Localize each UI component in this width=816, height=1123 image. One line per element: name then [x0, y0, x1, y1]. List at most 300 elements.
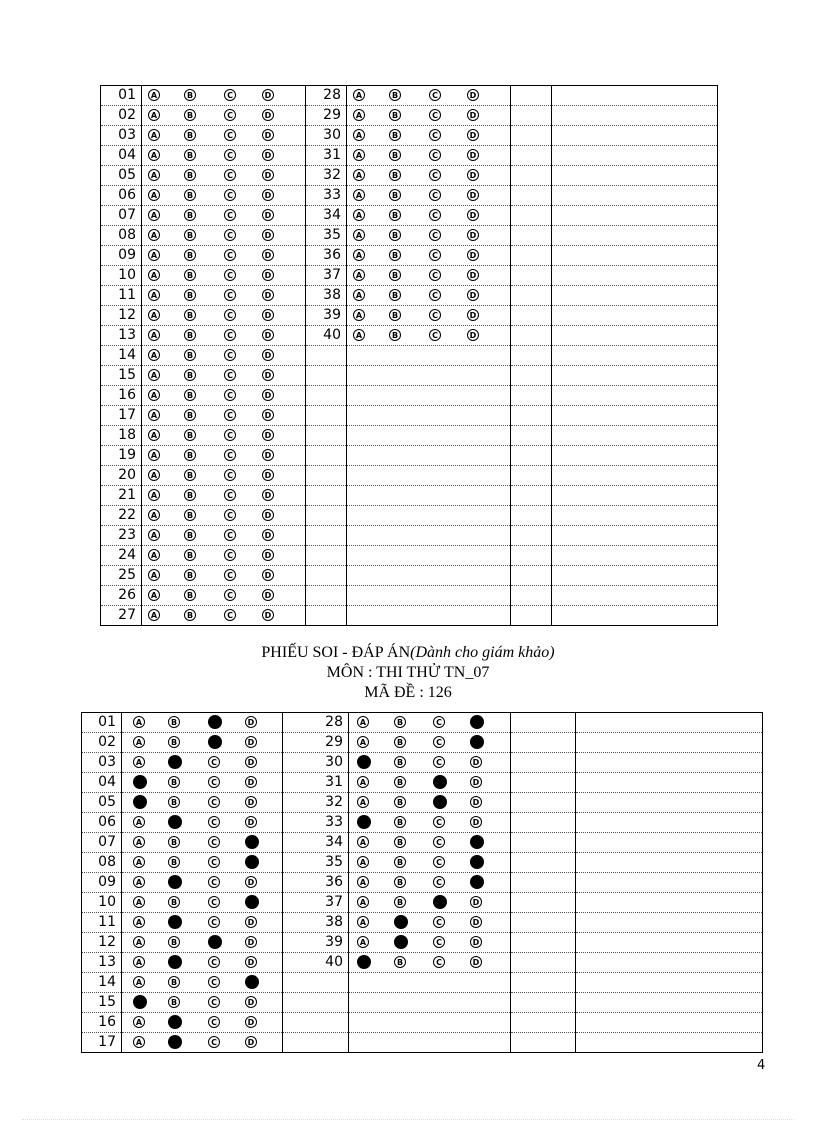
- table-row: [101, 486, 718, 506]
- table-row: [82, 753, 763, 773]
- question-number: [306, 606, 347, 626]
- bubble-14-b: B: [168, 976, 180, 988]
- bubble-group: [349, 933, 511, 953]
- bubble-25-c: C: [224, 569, 236, 581]
- bubble-group: [349, 993, 511, 1013]
- bubble-05-b: B: [168, 796, 180, 808]
- bubble-15-b: B: [184, 369, 196, 381]
- empty-cell: [511, 606, 552, 626]
- bubble-38-d: D: [470, 916, 482, 928]
- bubble-group: [347, 286, 511, 306]
- bubble-group: [347, 366, 511, 386]
- bubble-10-c: C: [224, 269, 236, 281]
- question-number: 35: [283, 853, 349, 873]
- bubble-group: [122, 953, 283, 973]
- bubble-26-d: D: [262, 589, 274, 601]
- bubble-07-b: B: [184, 209, 196, 221]
- bubble-39-d: D: [470, 936, 482, 948]
- empty-cell: [511, 833, 576, 853]
- bubble-07-d: [245, 835, 259, 849]
- empty-cell: [552, 206, 718, 226]
- question-number: [306, 366, 347, 386]
- bubble-06-b: [168, 815, 182, 829]
- bubble-30-b: B: [389, 129, 401, 141]
- bubble-14-a: A: [148, 349, 160, 361]
- bubble-group: [347, 546, 511, 566]
- question-number: 07: [82, 833, 122, 853]
- table-row: [101, 126, 718, 146]
- bubble-03-c: C: [208, 756, 220, 768]
- question-number: 02: [82, 733, 122, 753]
- question-number: [306, 466, 347, 486]
- bubble-29-a: A: [353, 109, 365, 121]
- bubble-group: [142, 106, 306, 126]
- bubble-04-d: D: [262, 149, 274, 161]
- table-row: [101, 166, 718, 186]
- bubble-21-b: B: [184, 489, 196, 501]
- bubble-37-a: A: [357, 896, 369, 908]
- bubble-08-b: B: [184, 229, 196, 241]
- bubble-group: [349, 813, 511, 833]
- bubble-17-c: C: [224, 409, 236, 421]
- bubble-02-a: A: [133, 736, 145, 748]
- bubble-group: [142, 566, 306, 586]
- question-number: 35: [306, 226, 347, 246]
- table-row: [82, 993, 763, 1013]
- bubble-40-c: C: [429, 329, 441, 341]
- table-row: [101, 426, 718, 446]
- bubble-39-b: B: [389, 309, 401, 321]
- bubble-group: [349, 1033, 511, 1053]
- table-row: [82, 733, 763, 753]
- bubble-10-c: C: [208, 896, 220, 908]
- empty-cell: [511, 973, 576, 993]
- bubble-group: [347, 586, 511, 606]
- question-number: 13: [82, 953, 122, 973]
- answer-key-grid: [81, 712, 763, 1053]
- bubble-group: [142, 306, 306, 326]
- question-number: 18: [101, 426, 142, 446]
- bubble-31-c: [433, 775, 447, 789]
- bubble-27-d: D: [262, 609, 274, 621]
- question-number: 17: [82, 1033, 122, 1053]
- empty-cell: [511, 326, 552, 346]
- empty-cell: [511, 286, 552, 306]
- empty-cell: [511, 206, 552, 226]
- bubble-13-a: A: [133, 956, 145, 968]
- bubble-14-c: C: [208, 976, 220, 988]
- table-row: [82, 973, 763, 993]
- question-number: 06: [82, 813, 122, 833]
- bubble-06-a: A: [133, 816, 145, 828]
- bubble-31-d: D: [470, 776, 482, 788]
- question-number: 14: [82, 973, 122, 993]
- empty-cell: [511, 893, 576, 913]
- bubble-22-c: C: [224, 509, 236, 521]
- empty-cell: [576, 993, 763, 1013]
- bubble-group: [122, 833, 283, 853]
- bubble-23-b: B: [184, 529, 196, 541]
- bubble-group: [142, 146, 306, 166]
- table-row: [101, 246, 718, 266]
- bubble-group: [122, 753, 283, 773]
- empty-cell: [552, 346, 718, 366]
- question-number: 08: [101, 226, 142, 246]
- table-row: [101, 506, 718, 526]
- bubble-08-b: B: [168, 856, 180, 868]
- answer-key-note: (Dành cho giám khảo): [410, 644, 555, 661]
- bubble-group: [142, 406, 306, 426]
- bubble-33-a: A: [353, 189, 365, 201]
- empty-cell: [576, 933, 763, 953]
- question-number: 15: [101, 366, 142, 386]
- question-number: 37: [306, 266, 347, 286]
- question-number: 13: [101, 326, 142, 346]
- bubble-group: [347, 246, 511, 266]
- empty-cell: [511, 246, 552, 266]
- bubble-group: [347, 526, 511, 546]
- empty-cell: [511, 993, 576, 1013]
- bubble-17-a: A: [148, 409, 160, 421]
- bubble-28-b: B: [394, 716, 406, 728]
- empty-cell: [511, 126, 552, 146]
- empty-cell: [511, 506, 552, 526]
- bubble-28-a: A: [353, 89, 365, 101]
- empty-cell: [576, 873, 763, 893]
- table-row: [101, 366, 718, 386]
- bubble-12-c: C: [224, 309, 236, 321]
- table-row: [101, 606, 718, 626]
- bubble-group: [349, 893, 511, 913]
- empty-cell: [511, 873, 576, 893]
- empty-cell: [552, 546, 718, 566]
- bubble-group: [349, 853, 511, 873]
- question-number: 11: [82, 913, 122, 933]
- bubble-15-c: C: [224, 369, 236, 381]
- bubble-group: [142, 426, 306, 446]
- empty-cell: [576, 793, 763, 813]
- bubble-40-c: C: [433, 956, 445, 968]
- bubble-38-d: D: [467, 289, 479, 301]
- bubble-group: [347, 186, 511, 206]
- bubble-group: [142, 366, 306, 386]
- table-row: [82, 853, 763, 873]
- table-row: [101, 266, 718, 286]
- bubble-32-b: B: [394, 796, 406, 808]
- question-number: 31: [283, 773, 349, 793]
- bubble-02-c: C: [224, 109, 236, 121]
- bubble-group: [142, 526, 306, 546]
- table-row: [101, 406, 718, 426]
- bubble-29-c: C: [429, 109, 441, 121]
- question-number: [306, 426, 347, 446]
- table-row: [101, 146, 718, 166]
- bubble-group: [142, 346, 306, 366]
- bubble-19-a: A: [148, 449, 160, 461]
- bubble-18-d: D: [262, 429, 274, 441]
- bubble-05-d: D: [245, 796, 257, 808]
- bubble-group: [142, 166, 306, 186]
- bubble-05-a: A: [148, 169, 160, 181]
- bubble-10-d: D: [262, 269, 274, 281]
- bubble-28-b: B: [389, 89, 401, 101]
- bubble-group: [349, 713, 511, 733]
- empty-cell: [552, 106, 718, 126]
- bubble-08-c: C: [224, 229, 236, 241]
- bubble-group: [122, 793, 283, 813]
- question-number: 21: [101, 486, 142, 506]
- bubble-group: [347, 606, 511, 626]
- bubble-16-b: [168, 1015, 182, 1029]
- question-number: 30: [283, 753, 349, 773]
- bubble-33-b: B: [394, 816, 406, 828]
- bubble-28-d: [470, 715, 484, 729]
- question-number: 01: [82, 713, 122, 733]
- empty-cell: [552, 526, 718, 546]
- table-row: [101, 346, 718, 366]
- bubble-23-a: A: [148, 529, 160, 541]
- answer-grid-blank: [100, 85, 718, 626]
- bubble-21-c: C: [224, 489, 236, 501]
- bubble-group: [122, 933, 283, 953]
- question-number: 33: [306, 186, 347, 206]
- bubble-23-d: D: [262, 529, 274, 541]
- question-number: 20: [101, 466, 142, 486]
- bubble-27-b: B: [184, 609, 196, 621]
- bubble-group: [142, 546, 306, 566]
- bubble-group: [142, 446, 306, 466]
- bubble-18-c: C: [224, 429, 236, 441]
- bubble-20-b: B: [184, 469, 196, 481]
- bubble-29-d: D: [467, 109, 479, 121]
- empty-cell: [552, 146, 718, 166]
- bubble-11-c: C: [224, 289, 236, 301]
- bubble-05-c: C: [224, 169, 236, 181]
- exam-code: MÃ ĐỀ : 126: [364, 684, 452, 701]
- empty-cell: [552, 506, 718, 526]
- question-number: 10: [82, 893, 122, 913]
- bubble-20-c: C: [224, 469, 236, 481]
- bubble-group: [349, 733, 511, 753]
- table-row: [101, 186, 718, 206]
- table-row: [101, 586, 718, 606]
- bubble-29-a: A: [357, 736, 369, 748]
- question-number: 08: [82, 853, 122, 873]
- bubble-13-d: D: [262, 329, 274, 341]
- bubble-08-a: A: [148, 229, 160, 241]
- bubble-40-b: B: [394, 956, 406, 968]
- bubble-20-a: A: [148, 469, 160, 481]
- bubble-11-b: B: [184, 289, 196, 301]
- bubble-group: [122, 773, 283, 793]
- bubble-26-c: C: [224, 589, 236, 601]
- empty-cell: [511, 1033, 576, 1053]
- table-row: [82, 833, 763, 853]
- bubble-group: [347, 306, 511, 326]
- bubble-05-a: [133, 795, 147, 809]
- bubble-25-a: A: [148, 569, 160, 581]
- bubble-31-d: D: [467, 149, 479, 161]
- bubble-group: [122, 973, 283, 993]
- bubble-14-c: C: [224, 349, 236, 361]
- bubble-07-a: A: [148, 209, 160, 221]
- bubble-09-c: C: [224, 249, 236, 261]
- empty-cell: [552, 326, 718, 346]
- answer-key-title: PHIẾU SOI - ĐÁP ÁN: [261, 644, 411, 661]
- bubble-13-b: [168, 955, 182, 969]
- bubble-12-a: A: [148, 309, 160, 321]
- bubble-36-a: A: [353, 249, 365, 261]
- question-number: 23: [101, 526, 142, 546]
- bubble-16-c: C: [224, 389, 236, 401]
- bubble-29-b: B: [389, 109, 401, 121]
- question-number: 03: [82, 753, 122, 773]
- bubble-group: [122, 853, 283, 873]
- bubble-group: [142, 246, 306, 266]
- bubble-40-b: B: [389, 329, 401, 341]
- bubble-group: [142, 186, 306, 206]
- bubble-33-d: D: [467, 189, 479, 201]
- question-number: [306, 406, 347, 426]
- bubble-group: [347, 386, 511, 406]
- table-row: [101, 86, 718, 106]
- bubble-03-b: B: [184, 129, 196, 141]
- empty-cell: [511, 106, 552, 126]
- empty-cell: [576, 1013, 763, 1033]
- bubble-29-b: B: [394, 736, 406, 748]
- bubble-32-b: B: [389, 169, 401, 181]
- bubble-35-b: B: [394, 856, 406, 868]
- question-number: [306, 526, 347, 546]
- bubble-07-d: D: [262, 209, 274, 221]
- question-number: 04: [82, 773, 122, 793]
- bubble-group: [349, 793, 511, 813]
- bubble-group: [347, 166, 511, 186]
- bubble-14-a: A: [133, 976, 145, 988]
- bubble-28-c: C: [433, 716, 445, 728]
- bubble-37-a: A: [353, 269, 365, 281]
- question-number: 17: [101, 406, 142, 426]
- bubble-06-d: D: [262, 189, 274, 201]
- question-number: 15: [82, 993, 122, 1013]
- bubble-33-c: C: [433, 816, 445, 828]
- question-number: 05: [101, 166, 142, 186]
- empty-cell: [576, 753, 763, 773]
- bubble-03-c: C: [224, 129, 236, 141]
- bubble-06-c: C: [208, 816, 220, 828]
- bubble-17-b: B: [184, 409, 196, 421]
- bubble-14-d: D: [262, 349, 274, 361]
- table-row: [82, 1033, 763, 1053]
- bubble-02-b: B: [168, 736, 180, 748]
- bubble-26-a: A: [148, 589, 160, 601]
- bubble-group: [347, 266, 511, 286]
- table-row: [82, 773, 763, 793]
- bubble-09-a: A: [133, 876, 145, 888]
- empty-cell: [576, 773, 763, 793]
- bubble-15-a: [133, 995, 147, 1009]
- bubble-32-d: D: [467, 169, 479, 181]
- bubble-37-c: [433, 895, 447, 909]
- empty-cell: [511, 266, 552, 286]
- bubble-03-a: A: [148, 129, 160, 141]
- bubble-03-d: D: [245, 756, 257, 768]
- empty-cell: [576, 973, 763, 993]
- table-row: [101, 386, 718, 406]
- bubble-11-c: C: [208, 916, 220, 928]
- question-number: 03: [101, 126, 142, 146]
- bubble-group: [349, 753, 511, 773]
- bubble-group: [142, 506, 306, 526]
- question-number: [306, 346, 347, 366]
- bubble-37-c: C: [429, 269, 441, 281]
- question-number: 30: [306, 126, 347, 146]
- bubble-group: [142, 386, 306, 406]
- bubble-36-c: C: [433, 876, 445, 888]
- bubble-01-a: A: [148, 89, 160, 101]
- table-row: [82, 953, 763, 973]
- bubble-group: [142, 206, 306, 226]
- bubble-group: [142, 466, 306, 486]
- question-number: 01: [101, 86, 142, 106]
- empty-cell: [511, 853, 576, 873]
- bubble-16-d: D: [245, 1016, 257, 1028]
- bubble-28-d: D: [467, 89, 479, 101]
- bubble-group: [349, 773, 511, 793]
- question-number: 36: [306, 246, 347, 266]
- question-number: 31: [306, 146, 347, 166]
- empty-cell: [552, 606, 718, 626]
- bubble-02-d: D: [245, 736, 257, 748]
- bubble-01-c: C: [224, 89, 236, 101]
- bubble-group: [347, 126, 511, 146]
- bubble-34-d: D: [467, 209, 479, 221]
- bubble-08-c: C: [208, 856, 220, 868]
- bubble-37-b: B: [394, 896, 406, 908]
- bubble-02-d: D: [262, 109, 274, 121]
- bubble-group: [347, 566, 511, 586]
- bubble-08-d: [245, 855, 259, 869]
- table-row: [82, 1013, 763, 1033]
- bubble-12-b: B: [168, 936, 180, 948]
- empty-cell: [511, 306, 552, 326]
- bubble-group: [347, 506, 511, 526]
- empty-cell: [511, 406, 552, 426]
- bubble-37-d: D: [470, 896, 482, 908]
- bubble-10-b: B: [184, 269, 196, 281]
- bubble-26-b: B: [184, 589, 196, 601]
- bubble-07-c: C: [208, 836, 220, 848]
- table-row: [101, 206, 718, 226]
- bubble-10-a: A: [148, 269, 160, 281]
- bubble-02-a: A: [148, 109, 160, 121]
- bubble-15-b: B: [168, 996, 180, 1008]
- bubble-group: [122, 913, 283, 933]
- bubble-group: [347, 326, 511, 346]
- table-row: [101, 226, 718, 246]
- empty-cell: [552, 486, 718, 506]
- question-number: 32: [306, 166, 347, 186]
- bubble-group: [349, 1013, 511, 1033]
- bubble-09-d: D: [245, 876, 257, 888]
- table-row: [101, 526, 718, 546]
- bubble-09-b: [168, 875, 182, 889]
- bubble-14-b: B: [184, 349, 196, 361]
- table-row: [101, 466, 718, 486]
- empty-cell: [552, 566, 718, 586]
- empty-cell: [511, 733, 576, 753]
- table-row: [82, 813, 763, 833]
